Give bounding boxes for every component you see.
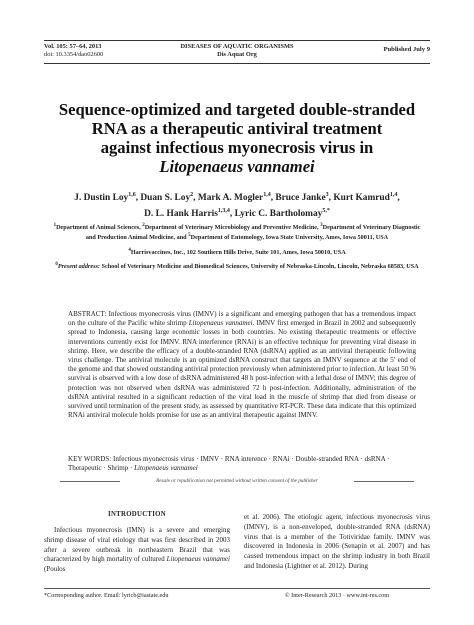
publication-date: Published July 9 bbox=[383, 46, 430, 53]
author: Duan S. Loy bbox=[140, 193, 191, 204]
volume-info: Vol. 105: 57–64, 2013 bbox=[44, 43, 102, 50]
author: Lyric C. Bartholomay bbox=[234, 209, 323, 220]
header-bottom-rule bbox=[44, 63, 430, 64]
author-affil-ref: 1,4 bbox=[263, 192, 271, 198]
abstract-species: Litopenaeus vannamei bbox=[188, 319, 253, 328]
intro-right-column: et al. 2006). The etiologic agent, infectious myonecrosis virus (IMNV), is a non-enveloped, double-stranded RNA (dsRNA) virus that is a member of the Totiviridae family. IMNV was discovered in Indonesia in 2006 (Senapin et al. 2007) and has caused tremendous impact on the shrimp industry in both Brazil and Indonesia (Lightner et al. 2012). During bbox=[244, 513, 430, 570]
corresponding-author: *Corresponding author. Email: lyricb@iastate.edu bbox=[44, 592, 169, 599]
intro-text: Infectious myonecrosis (IMN) is a severe and emerging shrimp disease of viral etiology that was first described in 2003 after a severe outbreak in northeastern Brazil that was characterized by high mortality of cultured bbox=[44, 526, 230, 564]
title-line: RNA as a therapeutic antiviral treatment bbox=[91, 119, 383, 138]
title-line: Sequence-optimized and targeted double-stranded bbox=[58, 100, 416, 119]
journal-header bbox=[44, 40, 430, 64]
abstract-text: ABSTRACT: Infectious myonecrosis virus (IMNV) is a significant and emerging pathogen that has a tremendous impact on the culture of the Pacific white shrimp bbox=[68, 310, 416, 328]
author: Mark A. Mogler bbox=[197, 193, 264, 204]
header-citation bbox=[44, 43, 154, 58]
author-affil-ref: 3 bbox=[325, 192, 329, 198]
resale-notice: Resale or republication not permitted without written consent of the publisher bbox=[120, 478, 354, 484]
abstract bbox=[68, 310, 416, 420]
intro-text: (Poulos bbox=[44, 565, 66, 574]
doi: doi: 10.3354/dao02600 bbox=[44, 50, 104, 58]
intro-species: Litopenaeus vannamei bbox=[166, 555, 230, 564]
keywords-species: Litopenaeus vannamei bbox=[134, 464, 198, 473]
affiliation-harrisvaccines: $^4$Harrisvaccines, Inc., 102 Southern Hills Drive, Suite 101, Ames, Iowa 50010, USA bbox=[128, 247, 346, 256]
author-list: J. Dustin Loy$^{1,6}$, Duan S. Loy$^2$, Mark A. Mogler$^{1,4}$, Bruce Janke$^3$, Kurt Kamrud$^{1,4}$, D. L. Hank Harris$^{1,3,4}$, Lyric C. Bartholomay$^{5,*}$ bbox=[74, 192, 400, 220]
author: J. Dustin Loy bbox=[74, 193, 129, 204]
affiliation-present-address: $^6$Present address: School of Veterinary Medicine and Biomedical Sciences, University of Nebraska-Lincoln, Lincoln, Nebraska 68583, USA bbox=[55, 261, 419, 270]
keywords-text: Infectious myonecrosis virus · IMNV · RNA interence · RNAi · Double-stranded RNA · dsRNA · Therapeutic · Shrimp · bbox=[68, 455, 390, 473]
author-affil-ref: 1,6 bbox=[128, 192, 136, 198]
affiliation-iowa-state: $^1$Department of Animal Sciences, $^2$Department of Veterinary Microbiology and Preventive Medicine, $^3$Department of Veterinary Diagnostic and Production Animal Medicine, and $^5$Department of Entomology, Iowa State University, Ames, Iowa 50011, USA bbox=[53, 223, 421, 242]
intro-left-column bbox=[44, 526, 230, 575]
abstract-text: . IMNV first emerged in Brazil in 2002 and subsequently spread to Indonesia, causing large economic losses in both countries. No existing therapeutic treatments or effective interventions currently exist for IMNV. RNA interference (RNAi) is an effective technique for preventing viral disease in shrimp. Here, we describe the efficacy of a double-stranded RNA (dsRNA) applied as an antiviral therapeutic following virus challenge. The antiviral molecule is an optimized dsRNA construct that targets an IMNV sequence at the 5′ end of the genome and that showed outstanding antiviral protection previously when administered prior to infection. At least 50 % survival is observed with a low dose of dsRNA administered 48 h post-infection with a lethal dose of IMNV; this degree of protection was not observed when dsRNA was administered 72 h post-infection. Additionally, administration of the dsRNA antiviral resulted in a significant reduction of the viral load in the muscle of shrimp that died from disease or survived until termination of the present study, as assessed by quantitative RT-PCR. These data indicate that this optimized RNAi antiviral molecule holds promise for use as an antiviral therapeutic against IMNV. bbox=[68, 319, 416, 420]
header-top-rule bbox=[44, 40, 430, 41]
author-affil-ref: 5,* bbox=[322, 208, 330, 215]
footer-divider bbox=[44, 588, 430, 589]
keywords bbox=[68, 455, 416, 473]
copyright: © Inter-Research 2013 · www.int-res.com bbox=[284, 592, 390, 599]
author: D. L. Hank Harris bbox=[144, 209, 218, 220]
section-heading: INTRODUCTION bbox=[108, 511, 166, 518]
author-affil-ref: 2 bbox=[190, 192, 194, 198]
keywords-label: KEY WORDS: bbox=[68, 455, 112, 463]
title-line: against infectious myonecrosis virus in bbox=[100, 138, 374, 157]
journal-name-block bbox=[172, 43, 302, 58]
journal-abbreviation: Dis Aquat Org bbox=[217, 50, 257, 58]
journal-name: DISEASES OF AQUATIC ORGANISMS bbox=[180, 43, 294, 50]
author-affil-ref: 1,3,4 bbox=[217, 208, 230, 215]
author: Kurt Kamrud bbox=[333, 193, 390, 204]
author-affil-ref: 1,4 bbox=[389, 192, 398, 198]
article-title bbox=[40, 100, 434, 176]
author: Bruce Janke bbox=[275, 193, 326, 204]
title-species: Litopenaeus vannamei bbox=[159, 157, 315, 176]
affiliations bbox=[52, 222, 422, 275]
